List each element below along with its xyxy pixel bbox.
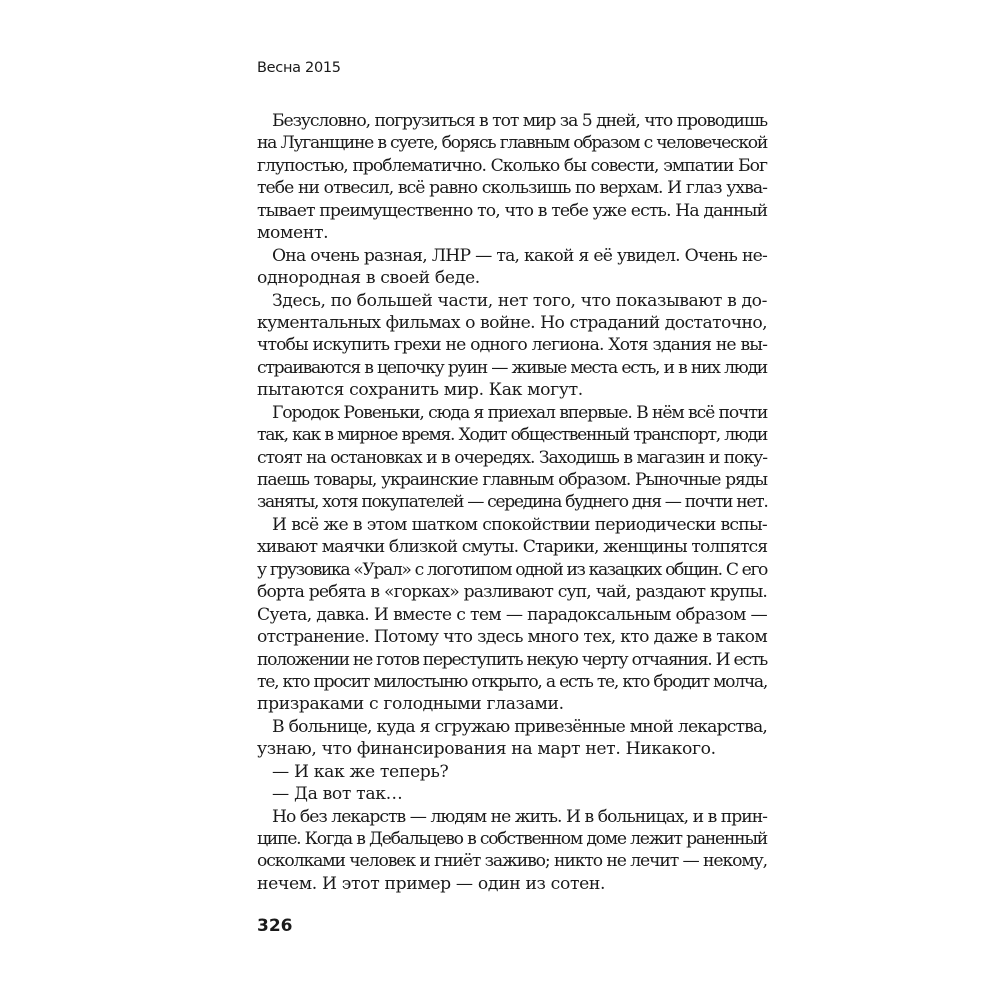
text-line: на Луганщине в суете, борясь главным образом с человеческой — [257, 133, 767, 154]
text-line: отстранение. Потому что здесь много тех, кто даже в таком — [257, 627, 767, 648]
text-line: однородная в своей беде. — [257, 268, 480, 289]
text-line: И всё же в этом шатком спокойствии периодически вспы- — [272, 514, 767, 535]
running-head: Весна 2015 — [257, 60, 341, 76]
text-line: Городок Ровеньки, сюда я приехал впервые. В нём всё почти — [272, 402, 768, 423]
text-line: ципе. Когда в Дебальцево в собственном доме лежит раненный — [257, 829, 767, 849]
text-line: кументальных фильмах о войне. Но страданий достаточно, — [257, 312, 767, 333]
body-text — [257, 110, 767, 895]
text-line: заняты, хотя покупателей — середина буднего дня — почти нет. — [257, 492, 768, 513]
text-line: В больнице, куда я сгружаю привезённые мной лекарства, — [272, 716, 767, 737]
text-line: глупостью, проблематично. Сколько бы совести, эмпатии Бог — [257, 155, 767, 176]
text-line: узнаю, что финансирования на март нет. Никакого. — [257, 739, 716, 760]
text-line: так, как в мирное время. Ходит общественный транспорт, люди — [257, 425, 767, 446]
page-number: 326 — [257, 916, 293, 936]
text-line: Здесь, по большей части, нет того, что показывают в до- — [272, 290, 767, 311]
text-line: у грузовика «Урал» с логотипом одной из казацких общин. С его — [257, 559, 767, 580]
text-line: — И как же теперь? — [272, 761, 449, 782]
text-line: страиваются в цепочку руин — живые места есть, и в них люди — [257, 357, 767, 378]
text-line: — Да вот так… — [272, 784, 403, 805]
text-line: осколками человек и гниёт заживо; никто не лечит — некому, — [257, 851, 767, 872]
text-line: стоят на остановках и в очередях. Заходишь в магазин и поку- — [257, 447, 767, 468]
text-line: призраками с голодными глазами. — [257, 694, 564, 715]
text-line: тывает преимущественно то, что в тебе уже есть. На данный — [257, 200, 768, 221]
text-line: положении не готов переступить некую черту отчаяния. И есть — [257, 649, 767, 670]
text-line: пытаются сохранить мир. Как могут. — [257, 380, 583, 401]
text-line: паешь товары, украинские главным образом. Рыночные ряды — [257, 470, 767, 490]
text-line: хивают маячки близкой смуты. Старики, женщины толпятся — [257, 537, 768, 558]
text-line: чтобы искупить грехи не одного легиона. Хотя здания не вы- — [257, 335, 767, 356]
text-line: Но без лекарств — людям не жить. И в больницах, и в прин- — [272, 806, 767, 827]
text-line: те, кто просит милостыню открыто, а есть те, кто бродит молча, — [257, 671, 767, 692]
text-line: Она очень разная, ЛНР — та, какой я её увидел. Очень не- — [272, 245, 767, 266]
text-line: момент. — [257, 223, 329, 244]
text-line: тебе ни отвесил, всё равно скользишь по верхам. И глаз ухва- — [257, 178, 767, 199]
text-line: борта ребята в «горках» разливают суп, чай, раздают крупы. — [257, 582, 767, 603]
text-line: Суета, давка. И вместе с тем — парадоксальным образом — — [257, 604, 767, 625]
text-line: нечем. И этот пример — один из сотен. — [257, 873, 606, 894]
text-line: Безусловно, погрузиться в тот мир за 5 дней, что проводишь — [272, 111, 767, 131]
